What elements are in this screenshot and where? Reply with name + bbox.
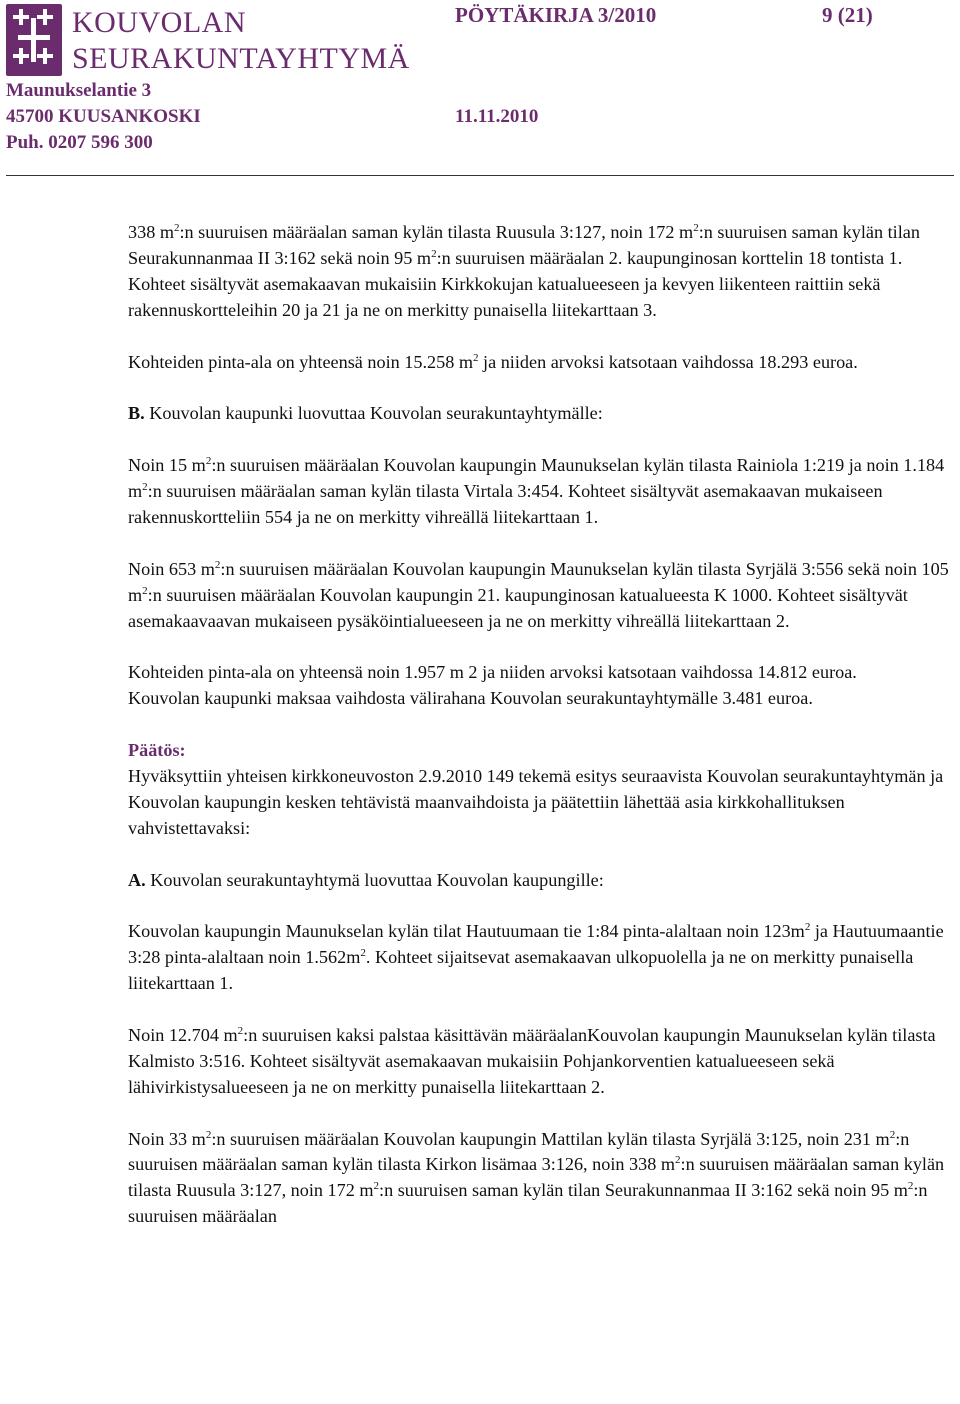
text-run: :n suuruisen saman kylän tilan Seurakunnanmaa II 3:162 sekä noin 95 m: [379, 1180, 908, 1201]
text-run: :n suuruisen määräalan saman kylän tilasta Ruusula 3:127, noin 172 m: [128, 1154, 945, 1201]
superscript: 2: [237, 1024, 244, 1037]
page-header: [0, 0, 960, 180]
superscript: 2: [214, 558, 221, 571]
superscript: 2: [675, 1154, 681, 1167]
text-run: ja niiden arvoksi katsotaan vaihdossa 14.812 euroa.: [477, 662, 857, 683]
address-street: Maunukselantie 3: [6, 80, 152, 101]
header-divider: [6, 175, 954, 176]
superscript: 2: [360, 947, 366, 960]
document-body: [128, 220, 958, 1230]
superscript: 2: [431, 247, 437, 260]
superscript: 2: [907, 1180, 914, 1193]
text-run: :n suuruisen määräalan saman kylän tilasta Virtala 3:454. Kohteet sisältyvät asemakaavan mukaiseen rakennuskortteliin 554 ja ne on merkitty vihreällä liitekarttaan 1.: [128, 481, 883, 527]
text-run: Noin 15 m: [128, 455, 206, 476]
section-label: B.: [128, 403, 145, 424]
text-run: Hyväksyttiin yhteisen kirkkoneuvoston 2.9.2010 149 tekemä esitys seuraavista Kouvolan seurakuntayhtymän ja Kouvolan kaupungin kesken tehtävistä maanvaihdoista ja päätettiin lähettää asia kirkkohallituksen vahvistettavaksi:: [128, 765, 944, 838]
paragraph-interim-payment: Kouvolan kaupunki maksaa vaihdosta välirahana Kouvolan seurakuntayhtymälle 3.481 euroa.: [128, 688, 813, 709]
text-run: . Kohteet sijaitsevat asemakaavan ulkopuolella ja ne on merkitty punaisella liitekarttaan 1.: [128, 947, 914, 994]
address-city: 45700 KUUSANKOSKI: [6, 106, 201, 127]
section-label: A.: [128, 869, 146, 890]
paragraph-section-b: [128, 401, 958, 427]
text-run: :n suuruisen määräalan saman kylän tilasta Kirkon lisämaa 3:126, noin 338 m: [128, 1128, 910, 1175]
page-number: 9 (21): [822, 3, 873, 27]
superscript: 2: [889, 1128, 896, 1141]
text-run: :n suuruisen määräalan Kouvolan kaupungin Mattilan kylän tilasta Syrjälä 3:125, noin 231 m: [211, 1128, 890, 1149]
text-run: :n suuruisen määräalan Kouvolan kaupungin Maunukselan kylän tilasta Rainiola 1:219 ja noin 1.184 m: [128, 455, 945, 502]
text-run: :n suuruisen määräalan Kouvolan kaupungin 21. kaupunginosan katualueesta K 1000. Kohteet sisältyvät asemakaavaavan mukaiseen pysäköintialueeseen ja ne on merkitty vihreällä liitekarttaan 2.: [128, 584, 908, 631]
cross-emblem-icon: [6, 4, 62, 76]
paragraph-decision: [128, 738, 958, 842]
text-run: :n suuruisen määräalan 2. kaupunginosan korttelin 18 tontista 1. Kohteet sisältyvät asemakaavan mukaisiin Kirkkokujan katualueeseen ja kevyen liikenteen raittiin sekä rakennuskortteleihin 20 ja 21 ja ne on merkitty punaisella liitekarttaan 3.: [128, 247, 903, 320]
paragraph-kalmisto: [128, 1023, 958, 1101]
spacer: [128, 842, 958, 868]
superscript: 2: [693, 222, 699, 234]
organization-logo: [6, 4, 427, 76]
text-run: Kouvolan seurakuntayhtymä luovuttaa Kouvolan kaupungille:: [145, 869, 604, 890]
document-date: 11.11.2010: [455, 106, 539, 127]
paragraph-syrjala: [128, 557, 958, 635]
text-run: Kouvolan kaupungin Maunukselan kylän tilat Hautuumaan tie 1:84 pinta-alaltaan noin 123m: [128, 921, 805, 942]
superscript: 2: [142, 481, 148, 494]
paragraph-mattila: [128, 1127, 958, 1231]
paragraph-section-a: [128, 868, 958, 894]
text-run: 338 m: [128, 222, 174, 242]
text-run: Noin 653 m: [128, 558, 215, 579]
text-run: Noin 12.704 m: [128, 1024, 238, 1045]
text-run: ja niiden arvoksi katsotaan vaihdossa 18.293 euroa.: [478, 351, 858, 372]
paragraph-rainiola: [128, 453, 958, 531]
superscript: 2: [142, 584, 148, 597]
superscript: 2: [205, 1128, 212, 1141]
decision-heading: Päätös:: [128, 740, 186, 761]
superscript: 2: [205, 455, 212, 468]
text-run: :n suuruisen kaksi palstaa käsittävän määräalanKouvolan kaupungin Maunukselan kylän tilasta Kalmisto 3:516. Kohteet sisältyvät asemakaavan mukaisiin Pohjankorventien katualueeseen sekä lähivirkistysalueeseen ja ne on merkitty punaisella liitekarttaan 2.: [128, 1024, 936, 1097]
org-name-line1: KOUVOLAN: [72, 6, 246, 39]
paragraph-hautuumaa: [128, 919, 958, 997]
paragraph-area-total-b: [128, 660, 958, 686]
superscript: 2: [173, 222, 180, 234]
text-run: ja Hautuumaantie 3:28 pinta-alaltaan noin 1.562m: [128, 921, 944, 968]
paragraph-property-list-continued: [128, 220, 958, 324]
text-run: :n suuruisen määräalan: [128, 1180, 928, 1227]
superscript: 2: [804, 921, 811, 934]
document-title: PÖYTÄKIRJA 3/2010: [455, 3, 657, 27]
paragraph-area-total: [128, 350, 958, 376]
text-run: :n suuruisen määräalan saman kylän tilasta Ruusula 3:127, noin 172 m: [179, 222, 694, 242]
superscript: 2: [472, 351, 479, 364]
text-run: :n suuruisen määräalan Kouvolan kaupungin Maunukselan kylän tilasta Syrjälä 3:556 sekä noin 105 m: [128, 558, 949, 605]
org-name-line2: SEURAKUNTAYHTYMÄ: [72, 42, 410, 75]
phone-number: Puh. 0207 596 300: [6, 132, 153, 153]
superscript: 2: [373, 1180, 380, 1193]
text-run: Kohteiden pinta-ala on yhteensä noin 1.957 m 2: [128, 662, 478, 683]
text-run: Kouvolan kaupunki luovuttaa Kouvolan seurakuntayhtymälle:: [144, 403, 603, 424]
text-run: Kohteiden pinta-ala on yhteensä noin 15.258 m: [128, 351, 473, 372]
text-run: :n suuruisen saman kylän tilan Seurakunnanmaa II 3:162 sekä noin 95 m: [128, 222, 920, 268]
text-run: Noin 33 m: [128, 1128, 206, 1149]
